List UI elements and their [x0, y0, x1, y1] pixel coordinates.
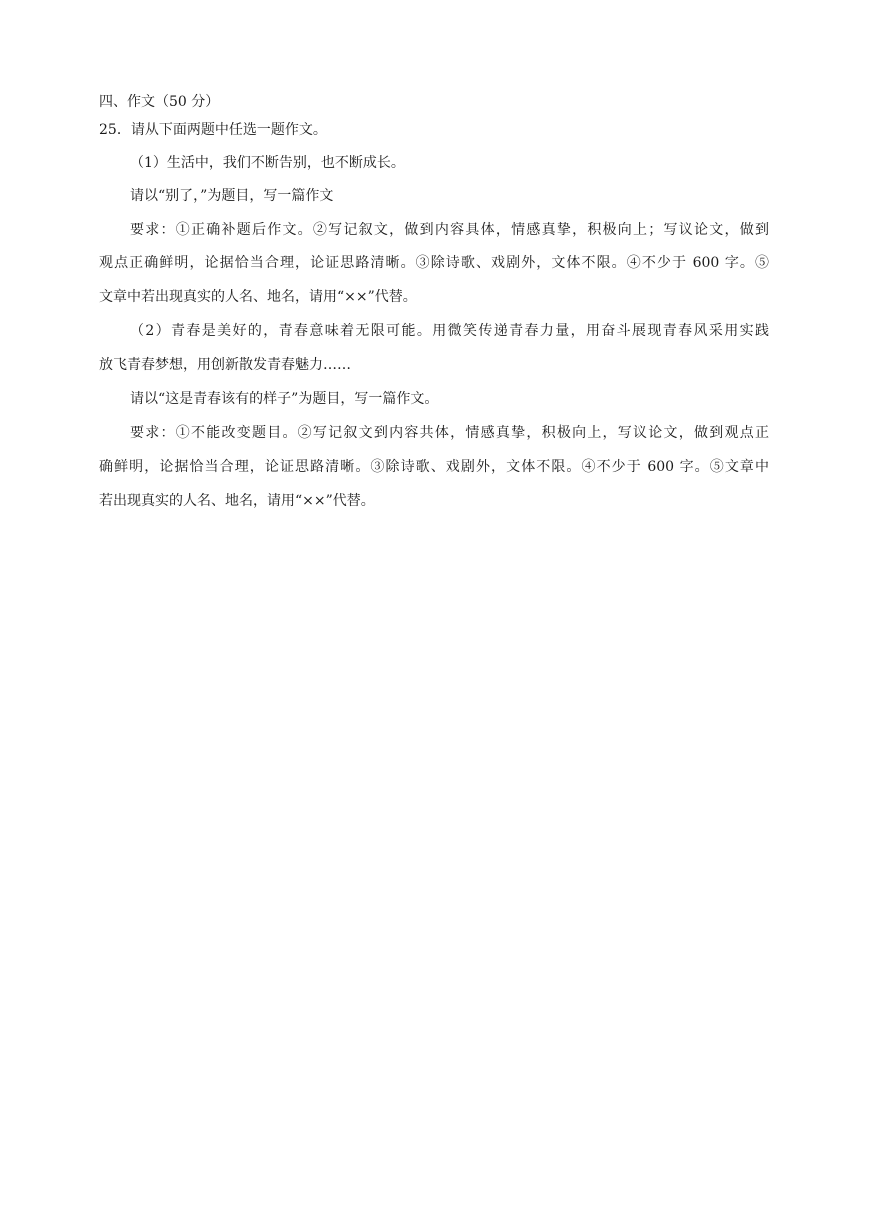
prompt2-task: 请以“这是青春该有的样子”为题目，写一篇作文。 — [130, 391, 439, 407]
prompt1-requirements-line3: 文章中若出现真实的人名、地名，请用“××”代替。 — [99, 289, 417, 305]
prompt2-requirements-line2: 确鲜明，论据恰当合理，论证思路清晰。③除诗歌、戏剧外，文体不限。④不少于 600 字。⑤文章中 — [99, 459, 769, 475]
prompt2-intro-line2: 放飞青春梦想，用创新散发青春魅力…… — [99, 357, 351, 373]
prompt2-requirements-line3: 若出现真实的人名、地名，请用“××”代替。 — [99, 493, 375, 509]
prompt1-requirements-line1: 要求：①正确补题后作文。②写记叙文，做到内容具体，情感真挚，积极向上；写议论文，做到 — [130, 222, 769, 238]
section-heading: 四、作文（50 分） — [99, 94, 220, 110]
prompt2-intro-line1: （2）青春是美好的，青春意味着无限可能。用微笑传递青春力量，用奋斗展现青春风采用实践 — [130, 323, 769, 339]
prompt1-task: 请以“别了，”为题目，写一篇作文 — [130, 188, 334, 204]
question-instruction: 25．请从下面两题中任选一题作文。 — [99, 122, 327, 138]
prompt2-requirements-line1: 要求：①不能改变题目。②写记叙文到内容共体，情感真挚，积极向上，写议论文，做到观点正 — [130, 425, 769, 441]
prompt1-requirements-line2: 观点正确鲜明，论据恰当合理，论证思路清晰。③除诗歌、戏剧外，文体不限。④不少于 600 字。⑤ — [99, 255, 769, 271]
prompt1-intro: （1）生活中，我们不断告别，也不断成长。 — [130, 155, 405, 171]
